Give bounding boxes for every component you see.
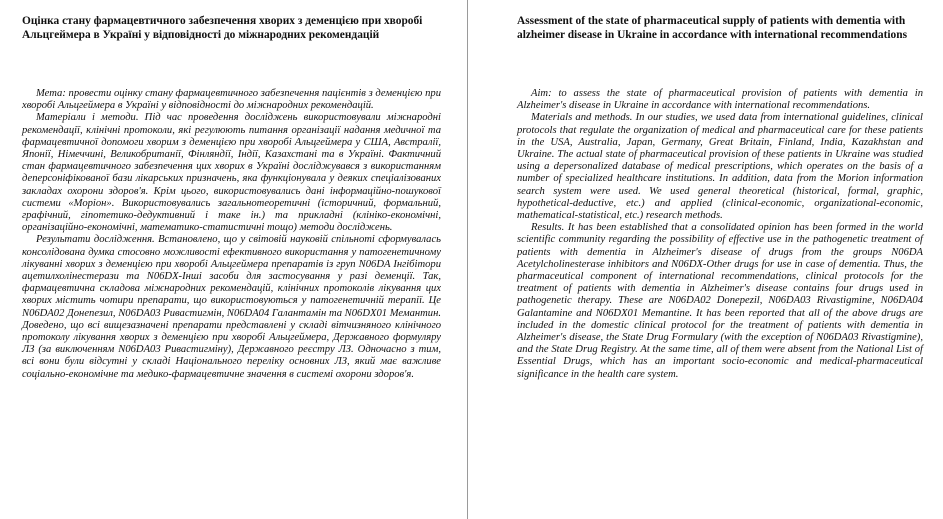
english-title: Assessment of the state of pharmaceutical supply of patients with dementia with alzheimer disease in Ukraine in accordance with international recommendations: [517, 15, 907, 41]
page-divider: [467, 0, 468, 519]
ukrainian-abstract-page: [0, 0, 467, 519]
ukrainian-title: Оцінка стану фармацевтичного забезпечення хворих з деменцією при хворобі Альцгеймера в Україні у відповідності до міжнародних рекомендацій: [22, 15, 423, 41]
ukrainian-results-paragraph: Результати дослідження. Встановлено, що у світовій науковій спільноті сформувалась консолідована думка стосовно можливості ефективного використання у патогенетичному лікуванні хворих з деменцією при хворобі Альцгеймера препаратів із груп N06DA Інгібітори ацетилхолінестерази та N06DX-Інші засоби для застосування у разі деменції. Так, фармацевтична складова міжнародних рекомендацій, клінічних протоколів лікування цих хворих містить чотири препарати, що використовуються у патогенетичній терапії. Це N06DA02 Донепезил, N06DA03 Ривастигмін, N06DA04 Галантамін та N06DX01 Мемантин. Доведено, що всі вищезазначені препарати представлені у складі вітчизняного клінічного протоколу лікування хворих з деменцією при хворобі Альцгеймера, Державного формуляру ЛЗ (за виключенням N06DA03 Ривастигміну), Державного реєстру ЛЗ. Одночасно з тим, всі вони були відсутні у складі Національного переліку основних ЛЗ, який має важливе соціально-економічне та медико-фармацевтичне значення в системі охорони здоров'я.: [22, 234, 441, 380]
english-abstract-body: [517, 88, 923, 381]
ukrainian-aim-paragraph: Мета: провести оцінку стану фармацевтичного забезпечення пацієнтів з деменцією при хворобі Альцгеймера в Україні у відповідності до міжнародних рекомендацій.: [22, 88, 441, 112]
ukrainian-methods-paragraph: Матеріали і методи. Під час проведення досліджень використовували міжнародні рекомендації, клінічні протоколи, які регулюють питання організації надання медичної та фармацевтичної допомоги хворим з деменцією при хворобі Альцгеймера у США, Австралії, Японії, Німеччині, Великобританії, Фінляндії, Індії, Казахстані та в Україні. Фактичний стан фармацевтичного забезпечення цих хворих в Україні досліджувався з використанням деперсоніфікованої бази лікарських призначень, яка функціонувала у деяких спеціалізованих закладах охорони здоров'я. Крім цього, використовувались дані інформаційно-пошукової системи «Моріон». Використовувались загальнотеоретичні (історичний, формальний, графічний, гіпотетико-дедуктивний і таке ін.) та прикладні (клініко-економічні, організаційно-економічні, математико-статистичні тощо) методи досліджень.: [22, 112, 441, 234]
english-aim-paragraph: Aim: to assess the state of pharmaceutical provision of patients with dementia in Alzheimer's disease in Ukraine in accordance with international recommendations.: [517, 88, 923, 112]
english-methods-paragraph: Materials and methods. In our studies, we used data from international guidelines, clinical protocols that regulate the organization of medical and pharmaceutical care for these patients in the USA, Australia, Japan, Germany, Great Britain, Finland, India, Kazakhstan and Ukraine. The actual state of pharmaceutical provision of these patients in Ukraine was studied using a depersonalized database of medical prescriptions, which operates on the basis of a number of specialized healthcare institutions. In addition, data from the Morion information search system were used. We used general theoretical (historical, formal, graphic, hypothetical-deductive, etc.) and applied (clinical-economic, organizational-economic, mathematical-statistical, etc.) research methods.: [517, 112, 923, 222]
ukrainian-abstract-body: [22, 88, 441, 381]
english-results-paragraph: Results. It has been established that a consolidated opinion has been formed in the world scientific community regarding the possibility of effective use in the pathogenetic treatment of patients with dementia in Alzheimer's disease of drugs from the groups N06DA Acetylcholinesterase inhibitors and N06DX-Other drugs for use in case of dementia. Thus, the pharmaceutical component of international recommendations, clinical protocols for the treatment of patients with dementia in Alzheimer's disease contains four drugs used in pathogenetic therapy. These are N06DA02 Donepezil, N06DA03 Rivastigmine, N06DA04 Galantamine and N06DX01 Memantine. It has been reported that all of the above drugs are included in the domestic clinical protocol for the treatment of patients with dementia in Alzheimer's disease, the State Drug Formulary (with the exception of N06DA03 Rivastigmine), and the State Drug Registry. At the same time, all of them were absent from the National List of Essential Drugs, which has an important socio-economic and medical-pharmaceutical significance in the health care system.: [517, 222, 923, 380]
english-abstract-page: [469, 0, 943, 519]
